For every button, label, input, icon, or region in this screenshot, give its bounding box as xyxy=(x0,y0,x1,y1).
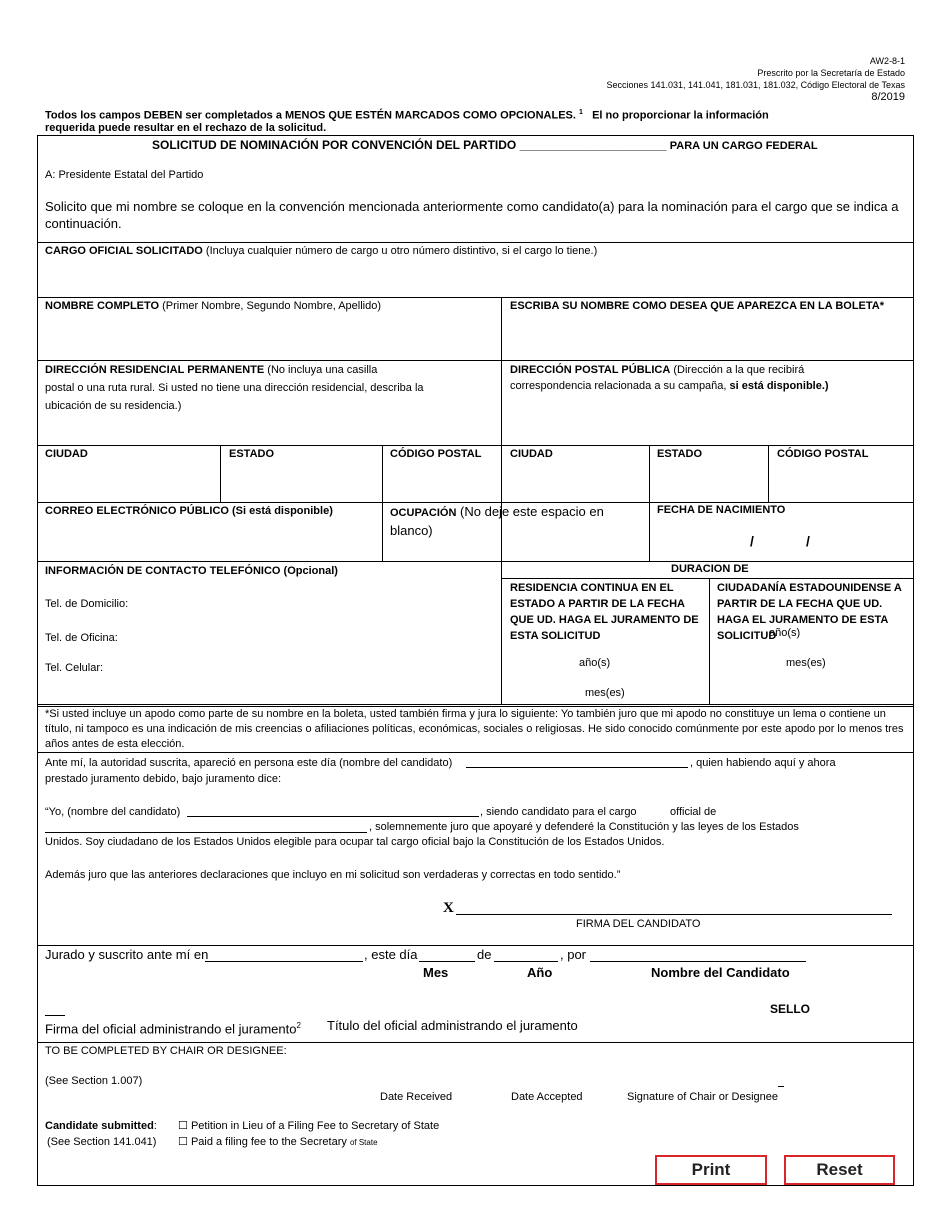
sworn-day-line[interactable] xyxy=(419,961,475,962)
oath-office-line[interactable] xyxy=(45,832,367,833)
notice-line-1: Todos los campos DEBEN ser completados a MENOS QUE ESTÉN MARCADOS COMO OPCIONALES. $^1$ El no proporcionar la información xyxy=(45,109,769,122)
sworn-place-line[interactable] xyxy=(205,961,363,962)
officer-signature-line[interactable] xyxy=(45,1015,65,1016)
residence-city-label: CIUDAD xyxy=(45,448,88,460)
sworn-month-label: Mes xyxy=(423,965,449,980)
citizenship-months-field[interactable] xyxy=(725,655,780,671)
oath-line-4: , solemnemente juro que apoyaré y defenderé la Constitución y las leyes de los Estados xyxy=(369,821,799,833)
petition-option[interactable]: ☐ Petition in Lieu of a Filing Fee to Secretary of State xyxy=(178,1120,440,1132)
home-phone-label: Tel. de Domicilio: xyxy=(45,598,129,610)
residence-address-label: DIRECCIÓN RESIDENCIAL PERMANENTE (No incluya una casilla xyxy=(45,364,378,376)
dob-label: FECHA DE NACIMIENTO xyxy=(657,504,786,516)
reset-button[interactable]: Reset xyxy=(784,1155,895,1185)
ballot-name-label: ESCRIBA SU NOMBRE COMO DESEA QUE APAREZCA EN LA BOLETA* xyxy=(510,300,885,312)
mailing-address-label: DIRECCIÓN POSTAL PÚBLICA (Dirección a la que recibirá xyxy=(510,364,805,376)
residence-months-field[interactable] xyxy=(525,685,580,701)
nickname-statement: *Si usted incluye un apodo como parte de su nombre en la boleta, usted también firma y jura lo siguiente: Yo también juro que mi apodo no constituye un lema o contiene un título, ni tampoco es una indicación de mis creencias o afiliaciones políticas, económicas, sociales o religiosas. He sido conocido comúnmente por este apodo por lo menos tres años antes de esta elección. xyxy=(45,708,904,750)
oath-line-5: Unidos. Soy ciudadano de los Estados Unidos elegible para ocupar tal cargo oficial bajo la Constitución de los Estados Unidos. xyxy=(45,836,665,848)
chair-see-section-2: (See Section 141.041) xyxy=(47,1136,157,1148)
full-name-field[interactable] xyxy=(40,318,498,358)
chair-signature-line[interactable] xyxy=(778,1086,784,1087)
oath-line-1a: Ante mí, la autoridad suscrita, apareció en persona este día (nombre del candidato) xyxy=(45,757,453,769)
citizenship-duration-header: CIUDADANÍA ESTADOUNIDENSE A PARTIR DE LA FECHA QUE UD. HAGA EL JURAMENTO DE ESTA SOLICITUD xyxy=(717,582,902,642)
sworn-year-label: Año xyxy=(527,965,553,980)
request-statement: Solicito que mi nombre se coloque en la convención mencionada anteriormente como candidato(a) para la nominación para el cargo que se indica a continuación. xyxy=(45,199,899,231)
mailing-state-field[interactable] xyxy=(652,464,765,500)
form-id: AW2-8-1 xyxy=(869,56,905,66)
occupation-label: OCUPACIÓN (No deje este espacio en blanco) xyxy=(390,504,604,538)
signature-x: X xyxy=(443,900,454,916)
residence-months-label: mes(es) xyxy=(585,687,625,699)
cell-phone-label: Tel. Celular: xyxy=(45,662,104,674)
mailing-note-2: correspondencia relacionada a su campaña, si está disponible.) xyxy=(510,380,829,392)
mailing-zip-label: CÓDIGO POSTAL xyxy=(777,448,869,460)
home-phone-field[interactable] xyxy=(150,593,490,613)
oath-line-3c: official de xyxy=(670,806,717,818)
duration-label: DURACION DE xyxy=(671,563,749,575)
residence-note-2: postal o una ruta rural. Si usted no tiene una dirección residencial, describa la xyxy=(45,382,424,394)
candidate-signature-line[interactable] xyxy=(456,914,892,915)
notice-line-2: requerida puede resultar en el rechazo de la solicitud. xyxy=(45,122,327,134)
oath-line-6: Además juro que las anteriores declaraciones que incluyo en mi solicitud son verdaderas y correctas en todo sentido.” xyxy=(45,869,621,881)
oath-line-2: prestado juramento debido, bajo juramento dice: xyxy=(45,773,282,785)
residence-state-field[interactable] xyxy=(223,464,379,500)
form-date: 8/2019 xyxy=(871,91,905,103)
mailing-city-field[interactable] xyxy=(505,464,646,500)
office-phone-field[interactable] xyxy=(140,627,490,647)
sworn-month-line[interactable] xyxy=(494,961,558,962)
sworn-d: , por xyxy=(560,947,587,962)
officer-signature-label: Firma del oficial administrando el juramento$^2$ xyxy=(45,1021,301,1037)
citizenship-years-label: año(s) xyxy=(769,627,801,639)
residence-zip-label: CÓDIGO POSTAL xyxy=(390,448,482,460)
checkbox-icon[interactable]: ☐ xyxy=(178,1136,188,1148)
mailing-city-label: CIUDAD xyxy=(510,448,553,460)
candidate-signature-label: FIRMA DEL CANDIDATO xyxy=(576,918,701,930)
residence-zip-field[interactable] xyxy=(385,464,498,500)
date-received-label: Date Received xyxy=(380,1091,453,1103)
residence-years-field[interactable] xyxy=(520,655,575,671)
seal-label: SELLO xyxy=(770,1002,811,1016)
residence-note-3: ubicación de su residencia.) xyxy=(45,400,182,412)
cell-phone-field[interactable] xyxy=(120,657,490,677)
office-sought-label: CARGO OFICIAL SOLICITADO (Incluya cualquier número de cargo u otro número distintivo, si el cargo lo tiene.) xyxy=(45,245,598,257)
officer-title-label: Título del oficial administrando el juramento xyxy=(327,1018,578,1033)
code-sections: Secciones 141.031, 141.041, 181.031, 181.032, Código Electoral de Texas xyxy=(606,80,905,90)
full-name-label: NOMBRE COMPLETO (Primer Nombre, Segundo Nombre, Apellido) xyxy=(45,300,382,312)
office-phone-label: Tel. de Oficina: xyxy=(45,632,118,644)
oath-line-3a: “Yo, (nombre del candidato) xyxy=(45,806,181,818)
prescribed-by: Prescrito por la Secretaría de Estado xyxy=(757,68,905,78)
chair-signature-label: Signature of Chair or Designee xyxy=(627,1091,779,1103)
phone-info-label: INFORMACIÓN DE CONTACTO TELEFÓNICO (Opcional) xyxy=(45,565,338,577)
oath-line-1b: , quien habiendo aquí y ahora xyxy=(690,757,836,769)
residence-address-field[interactable] xyxy=(40,415,498,443)
citizenship-months-label: mes(es) xyxy=(786,657,826,669)
candidate-submitted-label: Candidate submitted: xyxy=(45,1120,157,1132)
date-accepted-label: Date Accepted xyxy=(511,1091,583,1103)
filing-fee-option[interactable]: ☐ Paid a filing fee to the Secretary of State xyxy=(178,1136,378,1148)
email-field[interactable] xyxy=(40,522,379,558)
residence-city-field[interactable] xyxy=(40,464,217,500)
form-title: SOLICITUD DE NOMINACIÓN POR CONVENCIÓN DEL PARTIDO ______________________ PARA UN CARGO FEDERAL xyxy=(152,138,818,152)
to-party-chair: A: Presidente Estatal del Partido xyxy=(45,169,204,181)
mailing-address-field[interactable] xyxy=(505,396,910,442)
print-button[interactable]: Print xyxy=(655,1155,767,1185)
mailing-zip-field[interactable] xyxy=(771,464,910,500)
residence-years-label: año(s) xyxy=(579,657,611,669)
citizenship-years-field[interactable] xyxy=(710,625,765,641)
ballot-name-field[interactable] xyxy=(505,318,910,358)
sworn-c: de xyxy=(477,947,492,962)
email-label: CORREO ELECTRÓNICO PÚBLICO (Si está disponible) xyxy=(45,505,333,517)
dob-slash-1: / xyxy=(750,533,754,549)
checkbox-icon[interactable]: ☐ xyxy=(178,1120,188,1132)
sworn-candidate-line[interactable] xyxy=(590,961,806,962)
sworn-candidate-label: Nombre del Candidato xyxy=(651,965,790,980)
oath-line-3b: , siendo candidato para el cargo xyxy=(480,806,637,818)
residence-state-label: ESTADO xyxy=(229,448,275,460)
office-sought-field[interactable] xyxy=(40,262,910,294)
sworn-b: , este día xyxy=(364,947,418,962)
mailing-state-label: ESTADO xyxy=(657,448,703,460)
residence-duration-header: RESIDENCIA CONTINUA EN EL ESTADO A PARTIR DE LA FECHA QUE UD. HAGA EL JURAMENTO DE ESTA SOLICITUD xyxy=(510,582,699,642)
dob-slash-2: / xyxy=(806,533,810,549)
oath-yo-name-line[interactable] xyxy=(187,816,479,817)
dob-field[interactable] xyxy=(655,522,910,558)
sworn-a: Jurado y suscrito ante mí en xyxy=(45,947,209,962)
chair-heading: TO BE COMPLETED BY CHAIR OR DESIGNEE: xyxy=(45,1045,287,1057)
oath-candidate-name-line[interactable] xyxy=(466,767,688,768)
chair-see-section: (See Section 1.007) xyxy=(45,1075,143,1087)
